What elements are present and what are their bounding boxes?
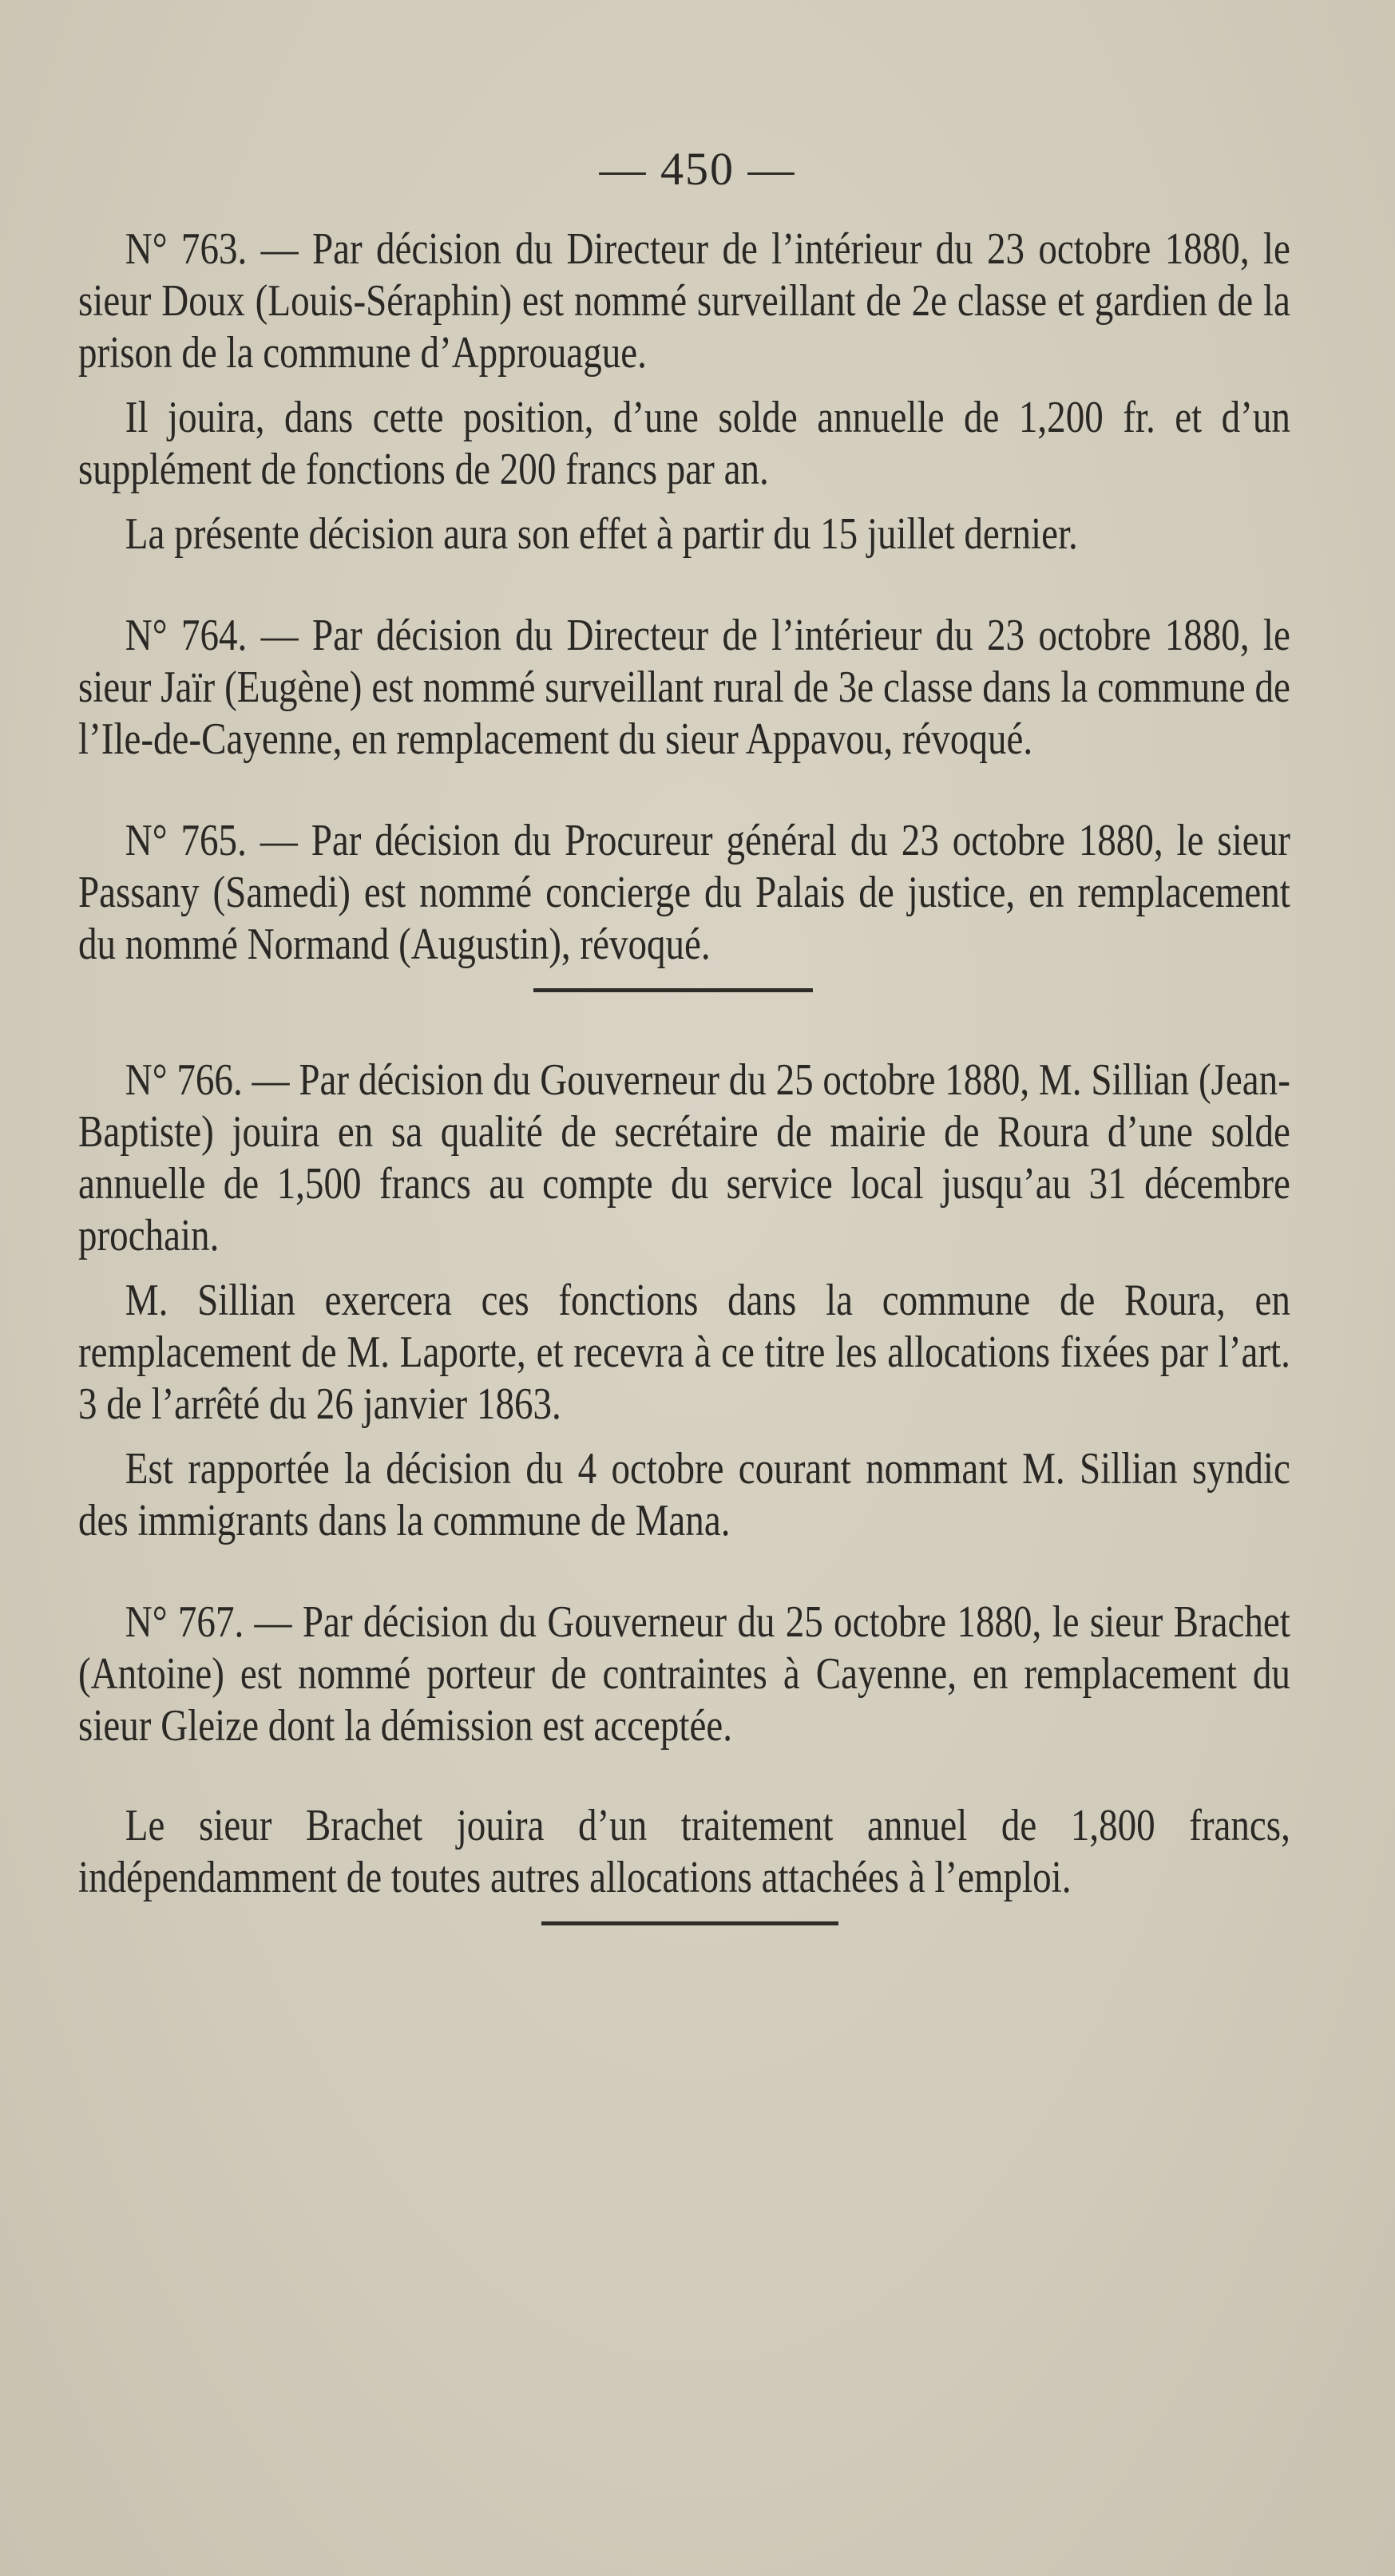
paragraph-763-effet: La présente décision aura son effet à partir du 15 juillet dernier.: [125, 509, 1078, 559]
paragraph-764-decision: N° 764. — Par décision du Directeur de l’intérieur du 23 octobre 1880, le sieur Jaïr (Eugène) est nommé surveillant rural de 3e classe dans la commune de l’Ile-de-Cayenne, en remplacement du sieur Appavou, révoqué.: [78, 611, 1290, 764]
section-divider: [533, 988, 813, 992]
end-divider: [541, 1921, 838, 1925]
paragraph-763-solde: Il jouira, dans cette position, d’une solde annuelle de 1,200 fr. et d’un supplément de fonctions de 200 francs par an.: [78, 393, 1290, 494]
page-number: — 450 —: [599, 143, 796, 195]
paragraph-767-traitement: Le sieur Brachet jouira d’un traitement annuel de 1,800 francs, indépendamment de toutes autres allocations attachées à l’emploi.: [78, 1801, 1290, 1902]
paragraph-765-decision: N° 765. — Par décision du Procureur général du 23 octobre 1880, le sieur Passany (Samedi) est nommé concierge du Palais de justice, en remplacement du nommé Normand (Augustin), révoqué.: [78, 816, 1290, 969]
paragraph-763-decision: N° 763. — Par décision du Directeur de l’intérieur du 23 octobre 1880, le sieur Doux (Louis-Séraphin) est nommé surveillant de 2e classe et gardien de la prison de la commune d’Approuague.: [78, 224, 1290, 378]
document-body: [78, 224, 1290, 1925]
paragraph-766-decision: N° 766. — Par décision du Gouverneur du 25 octobre 1880, M. Sillian (Jean-Baptiste) jouira en sa qualité de secrétaire de mairie de Roura d’une solde annuelle de 1,500 francs au compte du service local jusqu’au 31 décembre prochain.: [78, 1055, 1290, 1260]
paragraph-767-decision: N° 767. — Par décision du Gouverneur du 25 octobre 1880, le sieur Brachet (Antoine) est nommé porteur de contraintes à Cayenne, en remplacement du sieur Gleize dont la démission est acceptée.: [78, 1597, 1290, 1751]
paragraph-766-fonctions: M. Sillian exercera ces fonctions dans la commune de Roura, en remplacement de M. Laporte, et recevra à ce titre les allocations fixées par l’art. 3 de l’arrêté du 26 janvier 1863.: [78, 1276, 1290, 1429]
paragraph-766-rapportee: Est rapportée la décision du 4 octobre courant nommant M. Sillian syndic des immigrants dans la commune de Mana.: [78, 1444, 1290, 1545]
